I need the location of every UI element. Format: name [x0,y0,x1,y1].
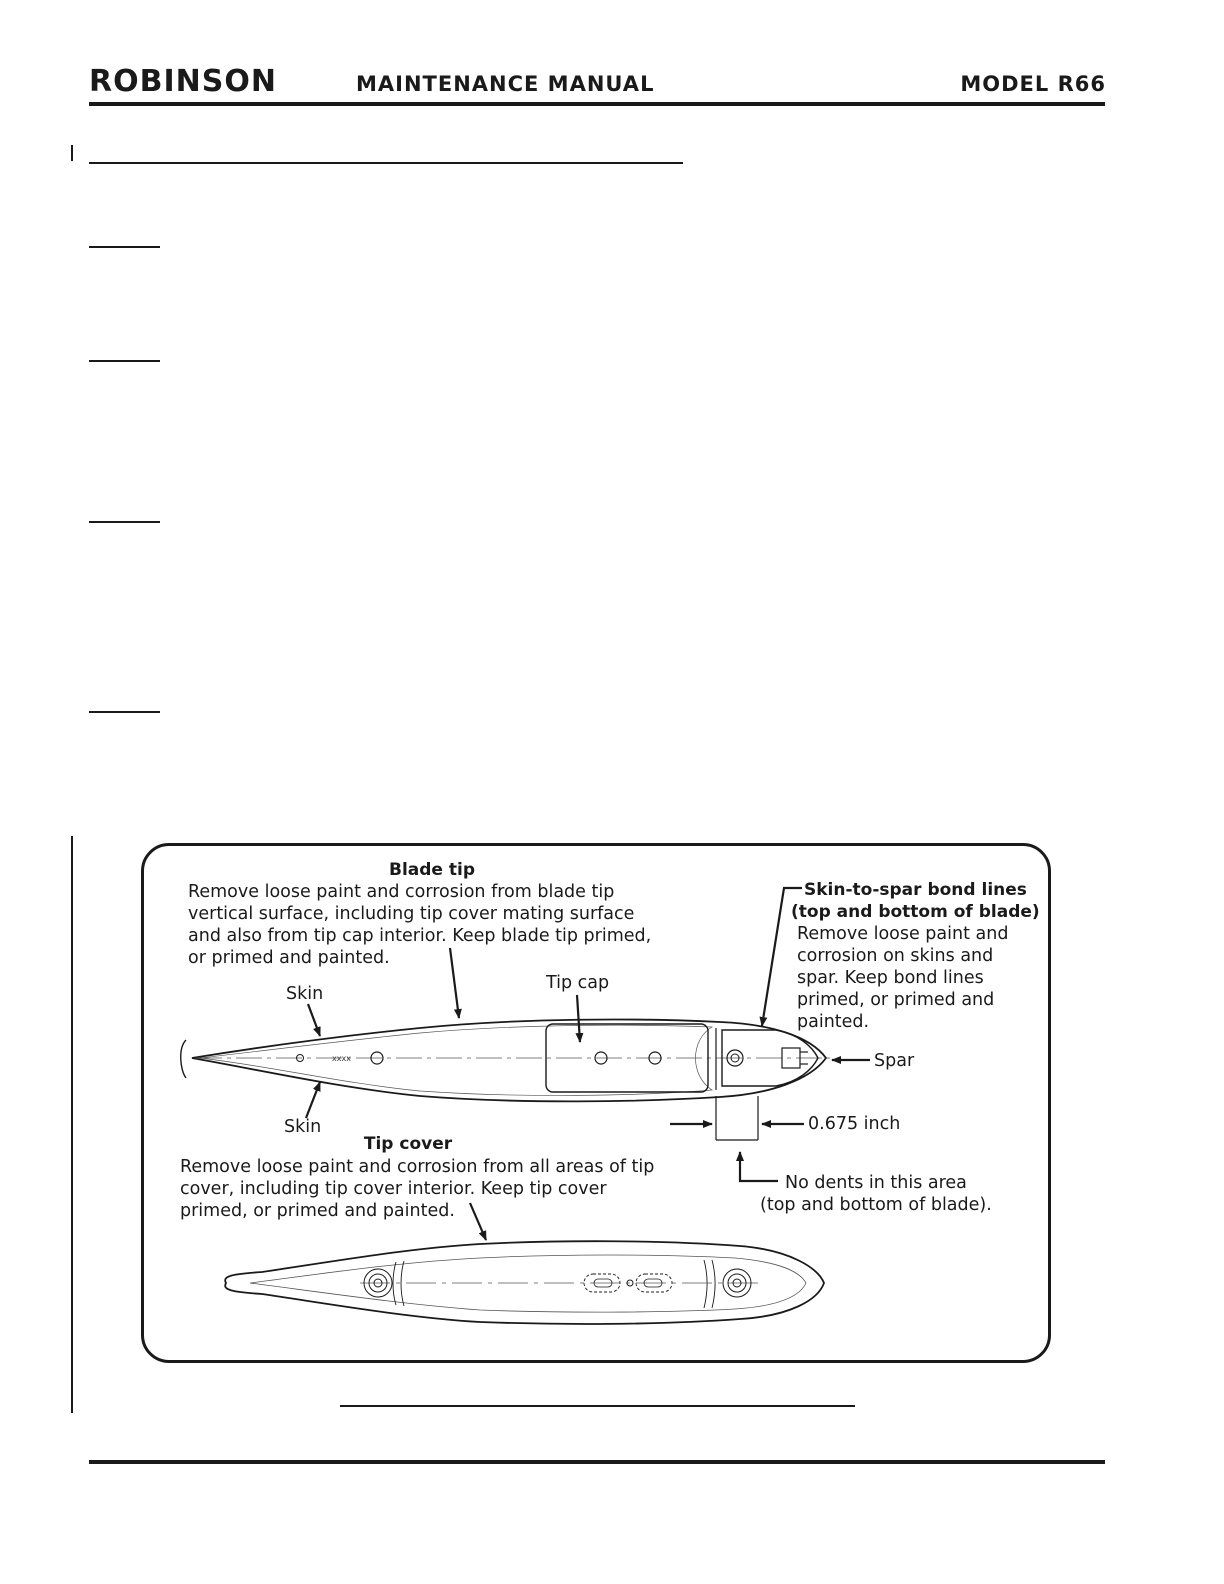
bond-lines-title-2: (top and bottom of blade) [791,902,1040,922]
tip-cover-outline [225,1241,824,1324]
tip-cap-label: Tip cap [546,973,610,993]
manual-title: MAINTENANCE MANUAL [356,72,655,96]
blade-tip-title: Blade tip [389,860,475,880]
blade-tip-outline [181,1020,830,1102]
tip-cover-line-1: Remove loose paint and corrosion from all areas of tip [180,1157,655,1177]
dimension-bracket [716,1096,758,1140]
no-dents-line-1: No dents in this area [785,1173,967,1193]
bond-lines-line-2: corrosion on skins and [797,946,994,966]
tip-cover-line-3: primed, or primed and painted. [180,1201,455,1221]
model-name: MODEL R66 [960,72,1106,96]
bond-lines-line-3: spar. Keep bond lines [797,968,984,988]
spar-label: Spar [874,1051,915,1071]
brand-logo-text: ROBINSON [89,64,277,99]
no-dents-line-2: (top and bottom of blade). [760,1195,992,1215]
blade-tip-line-4: or primed and painted. [188,948,390,968]
bond-lines-line-1: Remove loose paint and [797,924,1009,944]
blade-tip-line-2: vertical surface, including tip cover mating surface [188,904,635,924]
dimension-label: 0.675 inch [808,1114,901,1134]
bond-lines-line-5: painted. [797,1012,870,1032]
bond-lines-line-4: primed, or primed and [797,990,995,1010]
blade-tip-line-1: Remove loose paint and corrosion from blade tip [188,882,615,902]
tip-cover-line-2: cover, including tip cover interior. Keep tip cover [180,1179,607,1199]
skin-top-label: Skin [286,984,324,1004]
skin-bottom-label: Skin [284,1117,322,1137]
blade-tip-line-3: and also from tip cap interior. Keep blade tip primed, [188,926,652,946]
bond-lines-title-1: Skin-to-spar bond lines [804,880,1027,900]
part-marking: xxxx [332,1054,351,1063]
tip-cover-title: Tip cover [363,1134,453,1154]
